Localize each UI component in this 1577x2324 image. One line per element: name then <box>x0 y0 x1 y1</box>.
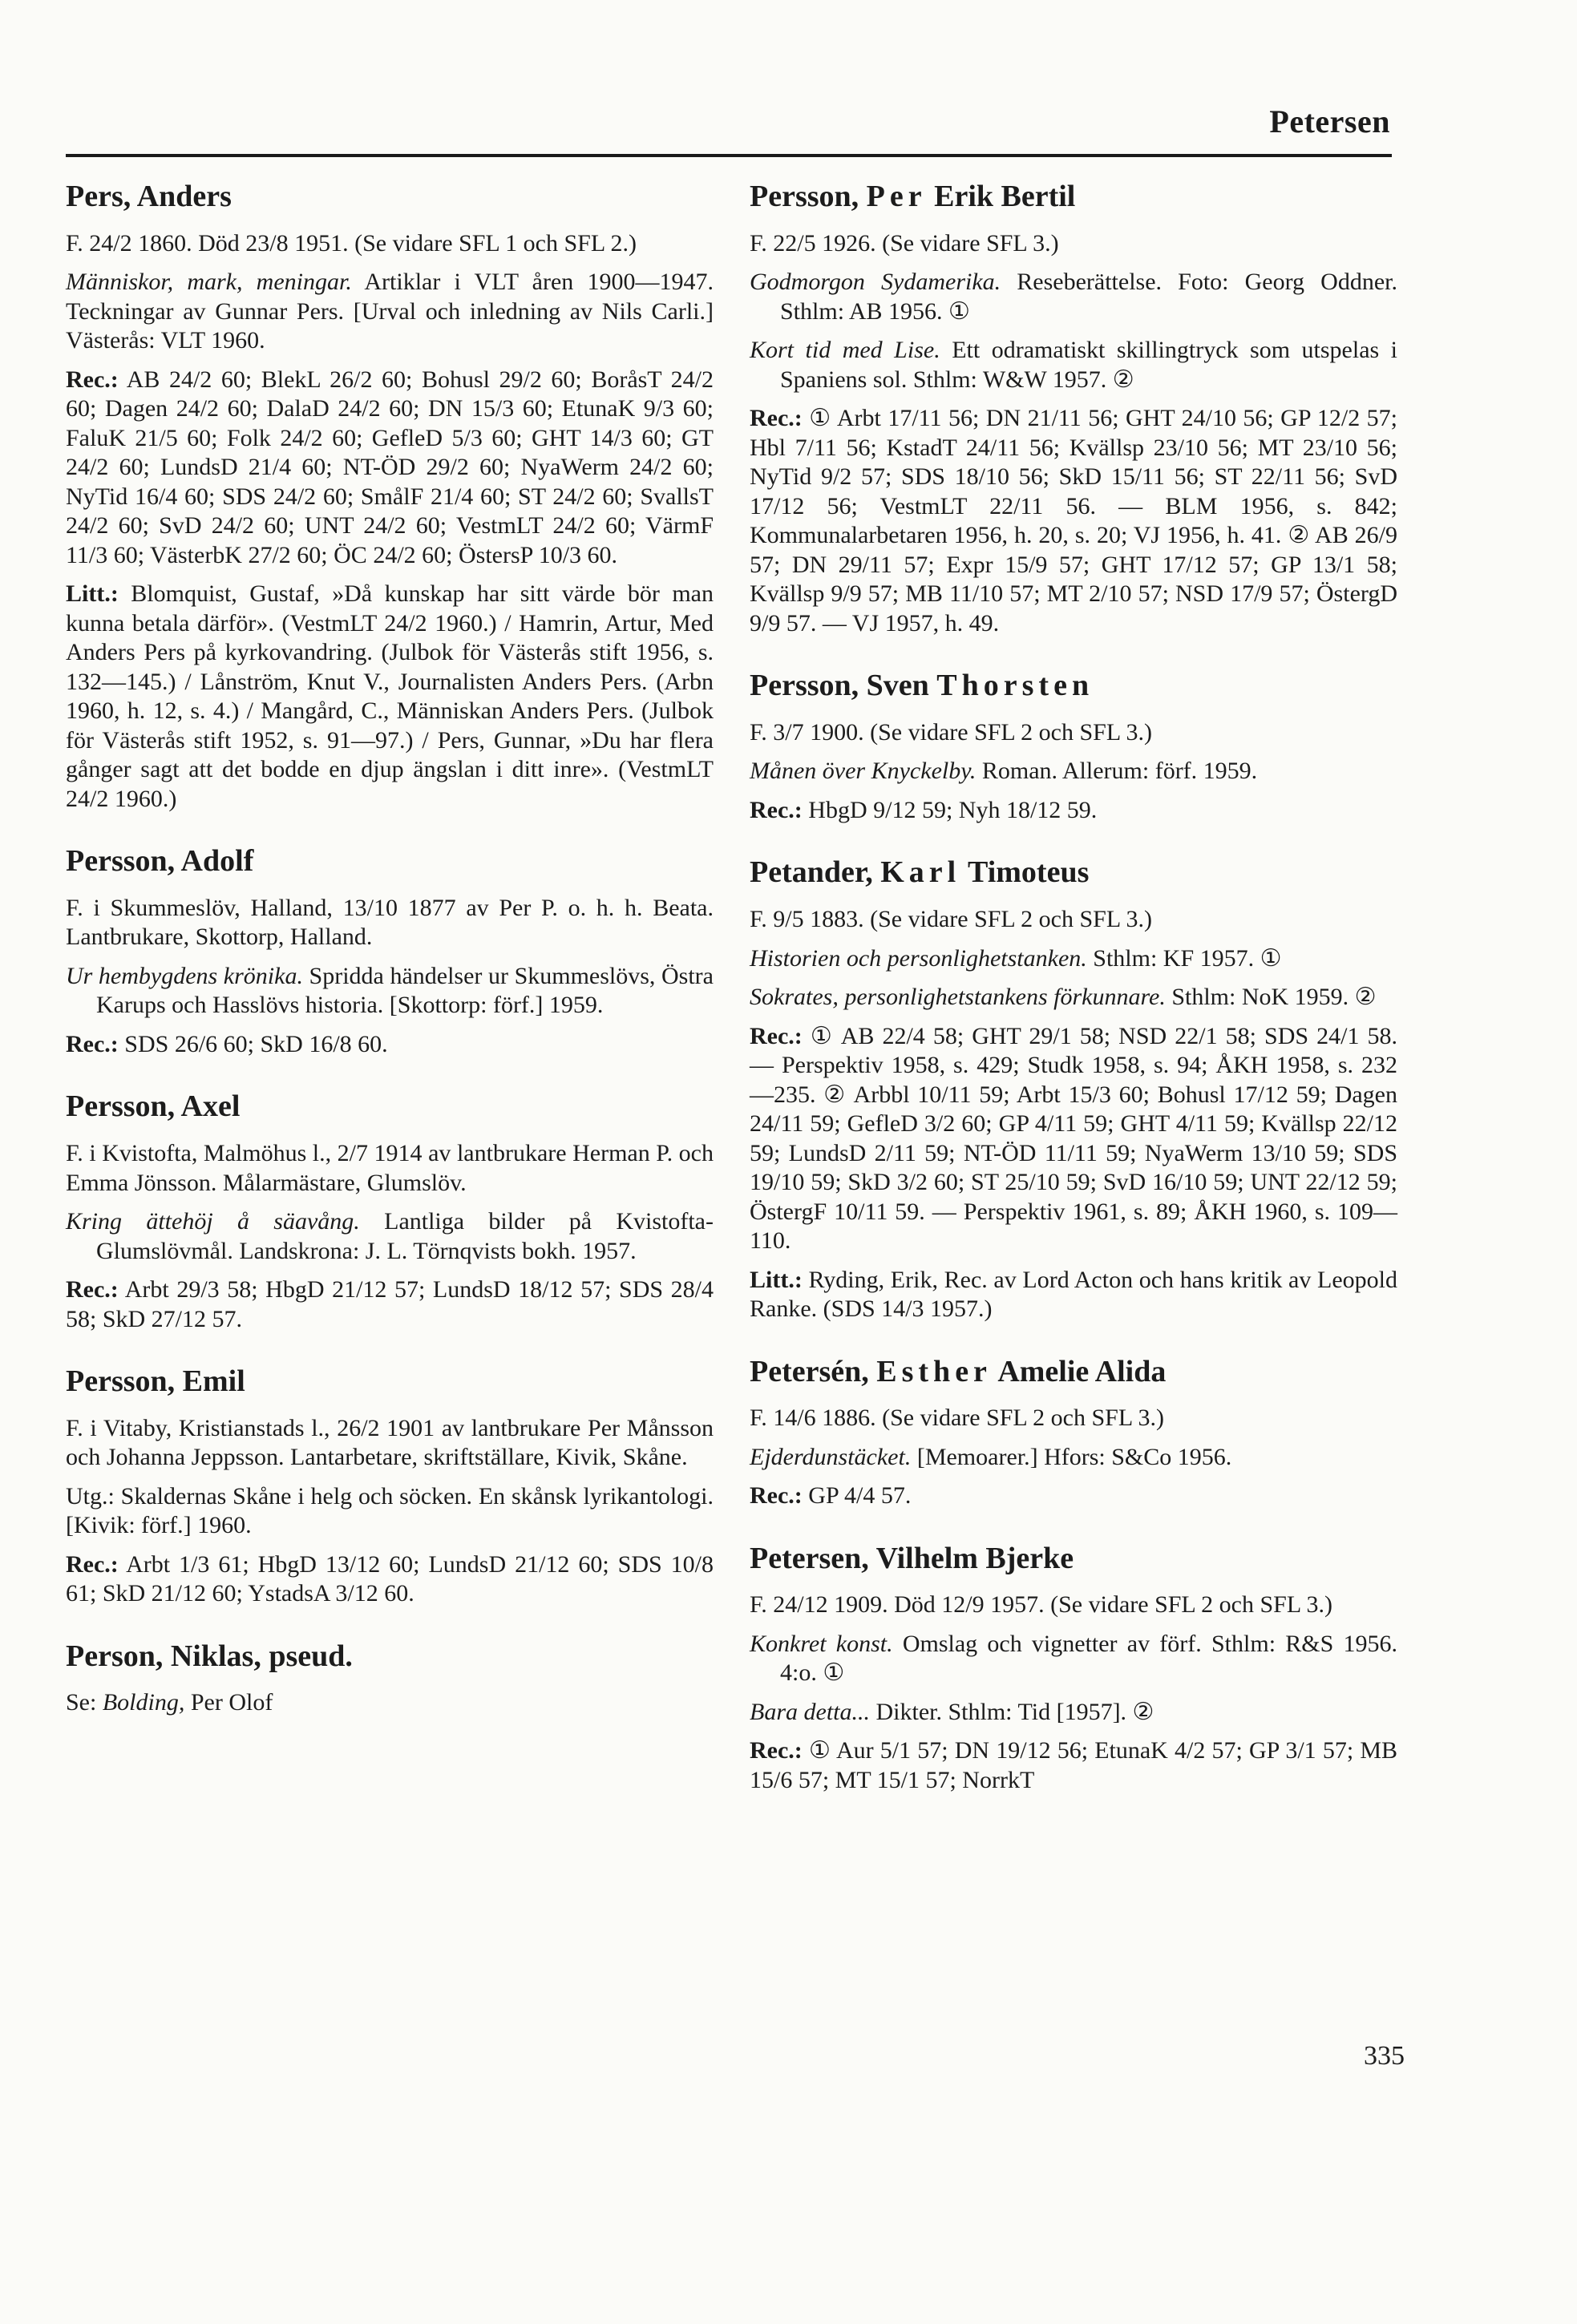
author-name <box>750 180 1397 215</box>
entry-text: SDS 26/6 60; SkD 16/8 60. <box>124 1030 388 1057</box>
entry-text: Lantliga bilder på Kvistofta-Glumslövmål. Landskrona: J. L. Törnqvists bokh. 1957. <box>96 1208 714 1264</box>
entry-paragraph <box>66 1275 714 1334</box>
entry-text: F. i Vitaby, Kristianstads l., 26/2 1901 av lantbrukare Per Månsson och Johanna Jeppsson. Lantarbetare, skriftställare, Kivik, Skåne. <box>66 1414 714 1471</box>
entry-paragraph <box>66 1482 714 1541</box>
author-name-part: Per <box>866 180 927 213</box>
entry-paragraph <box>750 404 1397 638</box>
entry-paragraph <box>66 1139 714 1198</box>
entry-paragraph <box>750 229 1397 259</box>
entry-paragraph <box>750 1630 1397 1688</box>
cross-reference: Bolding, <box>102 1689 185 1716</box>
author-name-part: Karl <box>880 855 961 890</box>
work-title: Kort tid med Lise. <box>750 337 940 364</box>
author-name-part: Timoteus <box>960 855 1090 890</box>
entry-text: ① Aur 5/1 57; DN 19/12 56; EtunaK 4/2 57; GP 3/1 57; MB 15/6 57; MT 15/1 57; NorrkT <box>750 1737 1398 1793</box>
entry-paragraph <box>750 1443 1397 1473</box>
entry-paragraph <box>750 944 1397 974</box>
entry-text: F. 14/6 1886. (Se vidare SFL 2 och SFL 3.) <box>750 1405 1165 1432</box>
bibliography-entry <box>750 855 1397 1324</box>
right-column <box>750 180 1397 1825</box>
bibliography-entry <box>750 1355 1397 1511</box>
entry-paragraph <box>750 1736 1397 1795</box>
entry-text: F. 24/12 1909. Död 12/9 1957. (Se vidare SFL 2 och SFL 3.) <box>750 1591 1333 1619</box>
author-name: Persson, Emil <box>66 1364 245 1399</box>
bibliography-entry <box>66 1639 714 1718</box>
work-title: Sokrates, personlighetstankens förkunnare. <box>750 984 1166 1011</box>
entry-text: Arbt 29/3 58; HbgD 21/12 57; LundsD 18/12 57; SDS 28/4 58; SkD 27/12 57. <box>66 1276 714 1332</box>
entry-paragraph <box>66 366 714 571</box>
entry-text: F. 22/5 1926. (Se vidare SFL 3.) <box>750 229 1059 257</box>
entry-text: ① AB 22/4 58; GHT 29/1 58; NSD 22/1 58; SDS 24/1 58. — Perspektiv 1958, s. 429; Studk 1958, s. 94; ÅKH 1958, s. 232—235. ② Arbbl 10/11 59; Arbt 15/3 60; Bohusl 17/12 59; Dagen 24/11 59; GefleD 3/2 60; GP 4/11 59; GHT 4/11 59; Kvällsp 22/12 59; LundsD 2/11 59; NT-ÖD 11/11 59; NyaWerm 13/10 59; SDS 19/10 59; SkD 3/2 60; ST 25/10 59; SvD 16/10 59; UNT 22/12 59; ÖstergF 10/11 59. — Perspektiv 1961, s. 89; ÅKH 1960, s. 109—110. <box>750 1022 1398 1255</box>
author-name: Pers, Anders <box>66 180 232 213</box>
author-name-part: Persson, Sven <box>750 669 937 703</box>
entry-label: Rec.: <box>750 1482 803 1510</box>
entry-text: F. 9/5 1883. (Se vidare SFL 2 och SFL 3.) <box>750 906 1153 933</box>
entry-paragraph <box>750 336 1397 394</box>
entry-label: Rec.: <box>750 1022 803 1049</box>
entry-label: Rec.: <box>750 1737 803 1764</box>
entry-text: F. i Skummeslöv, Halland, 13/10 1877 av Per P. o. h. h. Beata. Lantbrukare, Skottorp, Halland. <box>66 894 714 951</box>
bibliography-entry <box>66 180 714 814</box>
entry-label: Rec.: <box>66 366 119 393</box>
entry-paragraph <box>66 1207 714 1266</box>
entry-text: Spridda händelser ur Skummeslövs, Östra Karups och Hasslövs historia. [Skottorp: förf.] 1959. <box>96 962 714 1019</box>
work-title: Månen över Knyckelby. <box>750 758 977 785</box>
author-name <box>750 669 1397 704</box>
entry-paragraph <box>750 1404 1397 1433</box>
entry-paragraph <box>750 983 1397 1012</box>
entry-text: Utg.: Skaldernas Skåne i helg och söcken. En skånsk lyrikantologi. [Kivik: förf.] 1960. <box>66 1482 714 1539</box>
entry-paragraph <box>66 1414 714 1473</box>
entry-text: AB 24/2 60; BlekL 26/2 60; Bohusl 29/2 60; BoråsT 24/2 60; Dagen 24/2 60; DalaD 24/2 60; DN 15/3 60; EtunaK 9/3 60; FaluK 21/5 60; Folk 24/2 60; GefleD 5/3 60; GHT 14/3 60; GT 24/2 60; LundsD 21/4 60; NT-ÖD 29/2 60; NyaWerm 24/2 60; NyTid 16/4 60; SDS 24/2 60; SmålF 21/4 60; ST 24/2 60; SvallsT 24/2 60; SvD 24/2 60; UNT 24/2 60; VestmLT 24/2 60; VärmF 11/3 60; VästerbK 27/2 60; ÖC 24/2 60; ÖstersP 10/3 60. <box>66 366 714 568</box>
entry-text: HbgD 9/12 59; Nyh 18/12 59. <box>808 796 1098 823</box>
entry-paragraph <box>66 894 714 952</box>
author-name <box>750 855 1397 891</box>
author-name <box>750 1355 1397 1390</box>
entry-paragraph <box>66 229 714 259</box>
entry-text: ① Arbt 17/11 56; DN 21/11 56; GHT 24/10 56; GP 12/2 57; Hbl 7/11 56; KstadT 24/11 56; Kvällsp 23/10 56; MT 23/10 56; NyTid 9/2 57; SDS 18/10 56; SkD 15/11 56; ST 22/11 56; SvD 17/12 56; VestmLT 22/11 56. — BLM 1956, s. 842; Kommunalarbetaren 1956, h. 20, s. 20; VJ 1956, h. 41. ② AB 26/9 57; DN 29/11 57; Expr 15/9 57; GHT 17/12 57; GP 13/1 58; Kvällsp 9/9 57; MB 11/10 57; MT 2/10 57; NSD 17/9 57; ÖstergD 9/9 57. — VJ 1957, h. 49. <box>750 405 1397 637</box>
entry-label: Rec.: <box>66 1276 119 1303</box>
author-name-part: Thorsten <box>936 669 1094 703</box>
entry-paragraph <box>750 718 1397 748</box>
author-name <box>750 1542 1397 1577</box>
author-name-part: Petersén, <box>750 1354 877 1388</box>
entry-paragraph <box>750 796 1397 826</box>
entry-text: Roman. Allerum: förf. 1959. <box>981 758 1258 785</box>
entry-text: Dikter. Sthlm: Tid [1957]. ② <box>875 1698 1154 1725</box>
entry-label: Rec.: <box>66 1550 119 1578</box>
entry-paragraph <box>66 1550 714 1609</box>
entry-paragraph <box>750 757 1397 786</box>
author-name-part: Petersen, Vilhelm Bjerke <box>750 1541 1074 1575</box>
entry-text: Se: <box>66 1689 103 1716</box>
entry-text: Per Olof <box>184 1689 273 1716</box>
entry-label: Litt.: <box>66 580 119 608</box>
entry-paragraph <box>750 1481 1397 1511</box>
bibliography-entry <box>750 1542 1397 1796</box>
entry-text: Artiklar i VLT åren 1900—1947. Teckningar av Gunnar Pers. [Urval och inledning av Nils Carli.] Västerås: VLT 1960. <box>66 269 714 354</box>
work-title: Bara detta... <box>750 1698 870 1725</box>
entry-label: Rec.: <box>750 405 803 432</box>
entry-paragraph <box>750 905 1397 935</box>
left-column <box>66 180 714 1748</box>
author-name-part: Persson, <box>750 180 867 213</box>
entry-text: Arbt 1/3 61; HbgD 13/12 60; LundsD 21/12 60; SDS 10/8 61; SkD 21/12 60; YstadsA 3/12 60. <box>66 1550 714 1607</box>
page-number: 335 <box>1364 2041 1405 2071</box>
entry-text: Ett odramatiskt skillingtryck som utspelas i Spaniens sol. Sthlm: W&W 1957. ② <box>780 337 1398 393</box>
entry-text: Reseberättelse. Foto: Georg Oddner. Sthlm: AB 1956. ① <box>780 269 1397 325</box>
entry-label: Litt.: <box>750 1266 803 1293</box>
entry-text: GP 4/4 57. <box>808 1482 912 1510</box>
entry-paragraph <box>66 962 714 1021</box>
author-name: Persson, Axel <box>66 1089 241 1124</box>
entry-text: Blomquist, Gustaf, »Då kunskap har sitt värde bör man kunna betala därför». (VestmLT 24/2 1960.) / Hamrin, Artur, Med Anders Pers på kyrkovandring. (Julbok för Västerås stift 1956, s. 132—145.) / Lånström, Knut V., Journalisten Anders Pers. (Arbn 1960, h. 12, s. 4.) / Mangård, C., Människan Anders Pers. (Julbok för Västerås stift 1952, s. 91—97.) / Pers, Gunnar, »Du har flera gånger sagt att det bodde en djup ängslan i ditt inre». (VestmLT 24/2 1960.) <box>66 580 714 812</box>
bibliography-entry <box>66 1089 714 1334</box>
author-name-part: Esther <box>876 1354 992 1388</box>
work-title: Ejderdunstäcket. <box>750 1443 912 1470</box>
entry-text: [Memoarer.] Hfors: S&Co 1956. <box>916 1443 1232 1470</box>
work-title: Människor, mark, meningar. <box>66 269 352 296</box>
work-title: Konkret konst. <box>750 1630 893 1657</box>
work-title: Historien och personlighetstanken. <box>750 944 1087 972</box>
entry-paragraph <box>66 1688 714 1718</box>
author-name: Person, Niklas, pseud. <box>66 1639 353 1673</box>
entry-paragraph <box>750 1590 1397 1620</box>
author-name-part: Erik Bertil <box>926 180 1076 213</box>
entry-paragraph <box>66 580 714 814</box>
work-title: Ur hembygdens krönika. <box>66 962 303 989</box>
entry-paragraph <box>750 1266 1397 1324</box>
running-title: Petersen <box>1269 103 1390 139</box>
author-name-part: Amelie Alida <box>991 1354 1167 1388</box>
entry-text: Omslag och vignetter av förf. Sthlm: R&S 1956. 4:o. ① <box>780 1630 1398 1687</box>
entry-paragraph <box>750 1698 1397 1728</box>
work-title: Kring ättehöj å säavång. <box>66 1208 360 1235</box>
header-rule <box>66 154 1392 157</box>
bibliography-entry <box>66 1364 714 1609</box>
entry-text: Ryding, Erik, Rec. av Lord Acton och hans kritik av Leopold Ranke. (SDS 14/3 1957.) <box>750 1266 1397 1323</box>
bibliography-entry <box>750 669 1397 825</box>
entry-paragraph <box>66 268 714 356</box>
entry-text: F. i Kvistofta, Malmöhus l., 2/7 1914 av lantbrukare Herman P. och Emma Jönsson. Målarmästare, Glumslöv. <box>66 1140 714 1196</box>
entry-text: Sthlm: NoK 1959. ② <box>1171 984 1377 1011</box>
entry-paragraph <box>66 1030 714 1060</box>
entry-paragraph <box>750 268 1397 326</box>
entry-text: F. 24/2 1860. Död 23/8 1951. (Se vidare SFL 1 och SFL 2.) <box>66 229 637 257</box>
bibliography-entry <box>66 844 714 1059</box>
author-name-part: Petander, <box>750 855 881 890</box>
entry-label: Rec.: <box>750 796 803 823</box>
entry-label: Rec.: <box>66 1030 119 1057</box>
entry-paragraph <box>750 1022 1397 1256</box>
work-title: Godmorgon Sydamerika. <box>750 269 1001 296</box>
entry-text: Sthlm: KF 1957. ① <box>1093 944 1282 972</box>
bibliography-entry <box>750 180 1397 638</box>
entry-text: F. 3/7 1900. (Se vidare SFL 2 och SFL 3.) <box>750 718 1153 746</box>
author-name: Persson, Adolf <box>66 844 254 879</box>
